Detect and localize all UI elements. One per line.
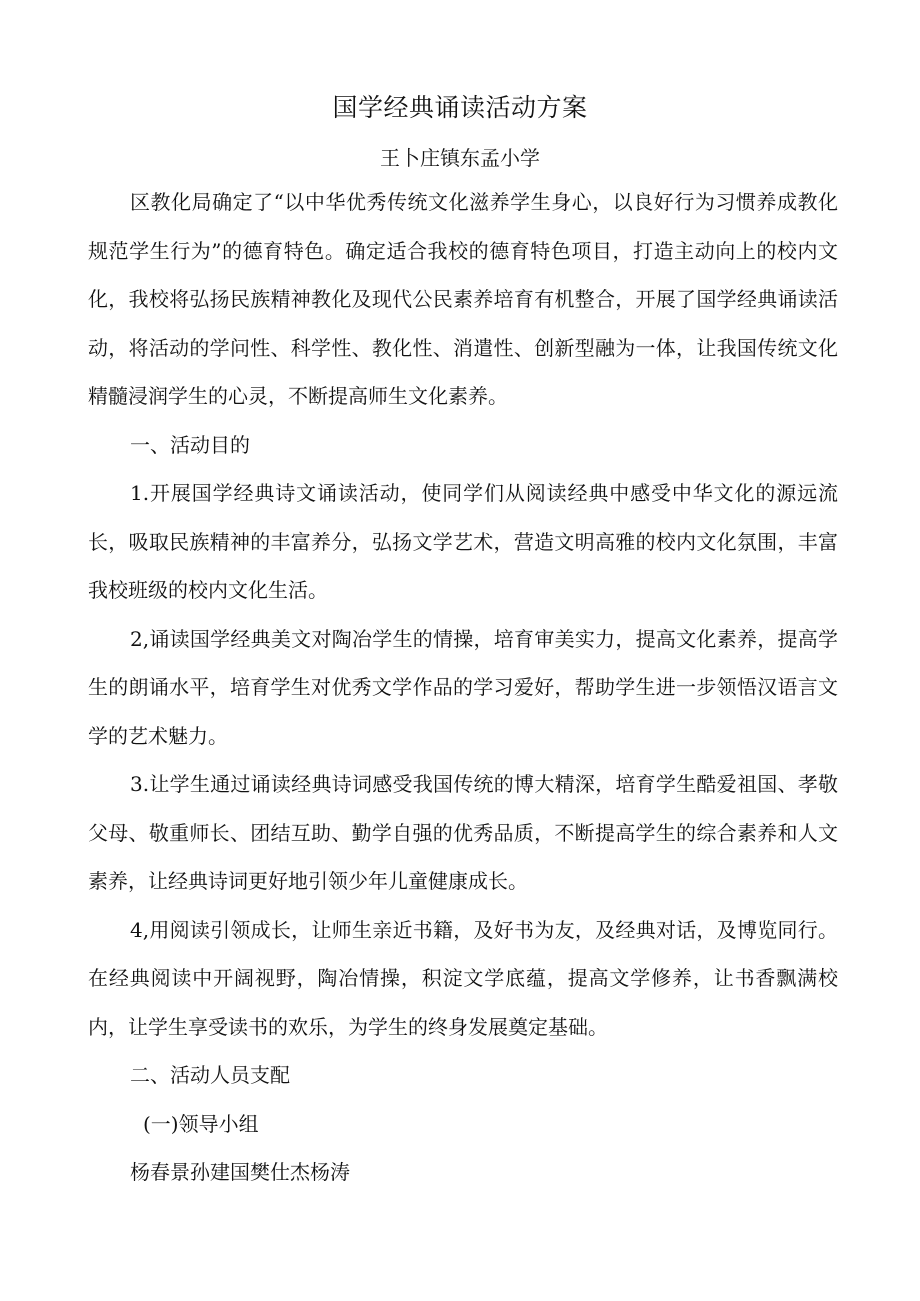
- purpose-item-1: 1.开展国学经典诗文诵读活动，使同学们从阅读经典中感受中华文化的源远流长，吸取民族精神的丰富养分，弘扬文学艺术，营造文明高雅的校内文化氛围，丰富我校班级的校内文化生活。: [88, 481, 838, 602]
- subsection-heading-leadership: (一)领导小组: [143, 1111, 259, 1136]
- section-heading-staffing: 二、活动人员支配: [130, 1063, 290, 1087]
- section-heading-purpose: 一、活动目的: [130, 432, 250, 457]
- document-body: [88, 178, 838, 1197]
- leadership-members: 杨春景孙建国樊仕杰杨涛: [130, 1160, 350, 1184]
- document-author: 王卜庄镇东孟小学: [380, 146, 540, 170]
- intro-paragraph: 区教化局确定了“以中华优秀传统文化滋养学生身心，以良好行为习惯养成教化规范学生行为”的德育特色。确定适合我校的德育特色项目，打造主动向上的校内文化，我校将弘扬民族精神教化及现代公民素养培育有机整合，开展了国学经典诵读活动，将活动的学问性、科学性、教化性、消遣性、创新型融为一体，让我国传统文化精髓浸润学生的心灵，不断提高师生文化素养。: [88, 190, 838, 408]
- purpose-item-3: 3.让学生通过诵读经典诗词感受我国传统的博大精深，培育学生酷爱祖国、孝敬父母、敬重师长、团结互助、勤学自强的优秀品质，不断提高学生的综合素养和人文素养，让经典诗词更好地引领少年儿童健康成长。: [88, 772, 838, 893]
- purpose-item-4: 4,用阅读引领成长，让师生亲近书籍，及好书为友，及经典对话，及博览同行。在经典阅读中开阔视野，陶冶情操，积淀文学底蕴，提高文学修养，让书香飘满校内，让学生享受读书的欢乐，为学生的终身发展奠定基础。: [88, 917, 838, 1039]
- document-title: 国学经典诵读活动方案: [332, 93, 588, 122]
- purpose-item-2: 2,诵读国学经典美文对陶冶学生的情操，培育审美实力，提高文化素养，提高学生的朗诵水平，培育学生对优秀文学作品的学习爱好，帮助学生进一步领悟汉语言文学的艺术魅力。: [88, 626, 838, 748]
